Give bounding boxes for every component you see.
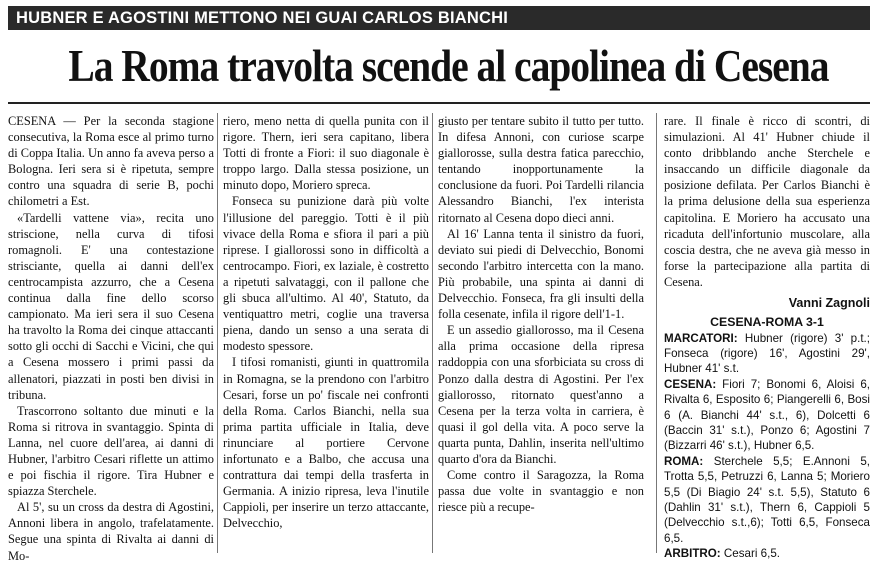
value: Hubner (rigore) 3' p.t.; Fonseca (rigore) 16', Agostini 29', Hubner 41' s.t. [664, 331, 870, 376]
article-column-2 [223, 113, 429, 531]
kicker-bar: HUBNER E AGOSTINI METTONO NEI GUAI CARLOS BIANCHI [8, 6, 870, 30]
label: MARCATORI: [664, 331, 738, 345]
paragraph: giusto per tentare subito il tutto per tutto. In difesa Annoni, con curiose scarpe giallorosse, sulla destra fatica parecchio, tentando inopportunamente la conclusione da fuori. Poi Tardelli rilancia Alessandro Bianchi, l'ex interista ritornato al Cesena dopo dieci anni. [438, 114, 644, 225]
scorecard-roma [664, 454, 870, 546]
value: Sterchele 5,5; E.Annoni 5, Trotta 5,5, Petruzzi 6, Lanna 5; Moriero 5,5 (Di Biagio 24' s.t. 5,5), Statuto 6 (Dahlin 31' s.t.), Thern 6, Cappioli 5 (Delvecchio s.t.,6); Totti 6,5, Fonseca 6,5. [664, 454, 870, 545]
column-divider [656, 113, 657, 553]
value: Fiori 7; Bonomi 6, Aloisi 6, Rivalta 6, Esposito 6; Piangerelli 6, Bosi 6 (A. Bianchi 44' s.t., 6), Dolcetti 6 (Baccin 31' s.t.), Ponzo 6; Agostini 7 (Bizzarri 46' s.t.), Hubner 6,5. [664, 377, 870, 453]
value: Cesari 6,5. [723, 547, 780, 561]
paragraph: Come contro il Saragozza, la Roma passa due volte in svantaggio e non riesce più a recupe- [438, 468, 644, 515]
headline: La Roma travolta scende al capolinea di Cesena [68, 40, 829, 91]
paragraph: rare. Il finale è ricco di scontri, di simulazioni. Al 41' Hubner chiude il conto dribblando anche Sterchele e insaccando un difficile diagonale da posizione defilata. Per Carlos Bianchi è la prima delusione della sua esperienza capitolina. E Moriero ha accusato una ricaduta dell'infortunio muscolare, alla coscia destra, che ne aveva già messo in forse la partecipazione alla partita di Cesena. [664, 114, 870, 289]
paragraph: Al 16' Lanna tenta il sinistro da fuori, deviato sui piedi di Delvecchio, Bonomi secondo l'arbitro intercetta con la mano. Più probabile, una spinta ai danni di Delvecchio. Fonseca, fra gli insulti della folla cesenate, infila il rigore dell'1-1. [438, 226, 644, 322]
paragraph: E un assedio giallorosso, ma il Cesena alla prima occasione della ripresa raddoppia con una sforbiciata su cross di Ponzo dalla destra di Agostini. Per l'ex giallorosso, ritornato quest'anno a Cesena per la terza volta in carriera, è quasi il gol della vita. A poco serve la quarta punta, Dahlin, inserita nell'ultimo quarto d'ora da Bianchi. [438, 323, 644, 466]
paragraph: CESENA — Per la seconda stagione consecutiva, la Roma esce al primo turno di Coppa Italia. Un anno fa aveva perso a Bologna. Ieri sera si è ripetuta, sempre contro una squadra di serie B, pochi chilometri a Est. [8, 114, 214, 209]
column-divider [432, 113, 433, 553]
paragraph: «Tardelli vattene via», recita uno striscione, nella curva di tifosi romagnoli. E' una contestazione strisciante, quella ai danni dell'ex centrocampista azzurro, che a Cesena continua dalla fine dello scorso campionato. Ma ieri sera il suo Cesena ha travolto la Roma dei cinque attaccanti sotto gli occhi di Sacchi e Vicini, che qui a Cesena mossero i primi passi da allenatori, piazzati in posti ben divisi in tribuna. [8, 210, 214, 402]
byline: Vanni Zagnoli [788, 296, 870, 311]
article-column-3 [438, 113, 644, 515]
scorecard-title: CESENA-ROMA 3-1 [710, 315, 824, 330]
scorecard-arbitro [664, 546, 870, 561]
label: CESENA: [664, 377, 717, 391]
article-column-4 [664, 113, 870, 562]
scorecard [664, 315, 870, 562]
paragraph: Fonseca su punizione darà più volte l'illusione del pareggio. Totti è il più vivace della Roma e sfiora il pari a più riprese. I giallorossi sono in difficoltà a centrocampo. Fiori, ex laziale, è costretto a ripetuti salvataggi, con il pallone che gli sbuca all'ultimo. Al 40', Statuto, da ventiquattro metri, coglie una traversa piena, dando un senso a una serata di modesto spessore. [223, 194, 429, 354]
scorecard-cesena [664, 377, 870, 454]
scorecard-marcatori [664, 331, 870, 377]
paragraph: riero, meno netta di quella punita con il rigore. Thern, ieri sera capitano, libera Totti di fronte a Fiori: il suo diagonale è troppo largo. Dalla stessa posizione, un minuto dopo, Moriero spreca. [223, 114, 429, 193]
paragraph: Al 5', su un cross da destra di Agostini, Annoni libera in angolo, trafelatamente. Segue una spinta di Rivalta ai danni di Mo- [8, 500, 214, 563]
paragraph: I tifosi romanisti, giunti in quattromila in Romagna, se la prendono con l'arbitro Cesari, forse un po' fiscale nei confronti della Roma. Carlos Bianchi, nella sua prima partita ufficiale in Italia, deve rinunciare al portiere Cervone infortunato e a Balbo, che accusa una contrattura dai tempi della trasferta in Germania. A inizio ripresa, leva l'inutile Cappioli, per inserire un terzo attaccante, Delvecchio, [223, 355, 429, 531]
label: ROMA: [664, 454, 704, 468]
label: ARBITRO: [664, 547, 721, 561]
column-divider [217, 113, 218, 553]
headline-rule [8, 102, 870, 104]
paragraph: Trascorrono soltanto due minuti e la Roma si ritrova in svantaggio. Spinta di Lanna, nel cuore dell'area, ai danni di Hubner, l'arbitro Cesari riflette un attimo e poi fischia il rigore. Tira Hubner e spiazza Sterchele. [8, 403, 214, 499]
article-column-1 [8, 113, 214, 564]
